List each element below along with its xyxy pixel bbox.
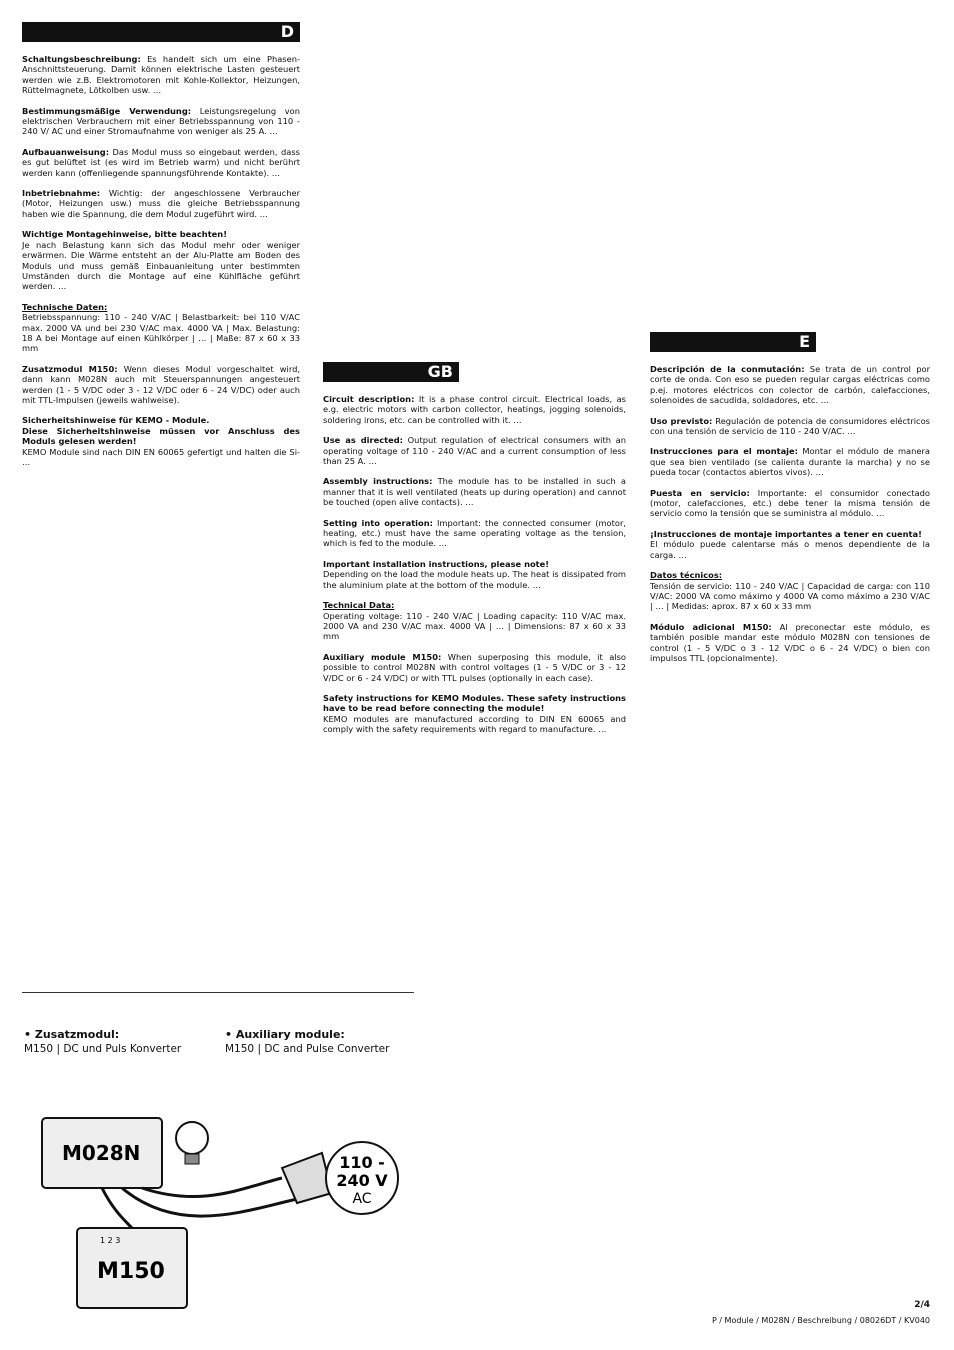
english-column <box>323 22 626 745</box>
plug-icon <box>282 1153 332 1203</box>
de-intended-use: Bestimmungsmäßige Verwendung: Leistungsregelung von elektrischen Verbrauchern mit einer Betriebsspannung von 110 - 240 V/ AC und einer Stromaufnahme von weniger als 25 A. … <box>22 105 300 137</box>
gb-technical-data: Technical Data: Operating voltage: 110 - 240 V/AC | Loading capacity: 110 V/AC max. 2000 VA and 230 V/AC max. 4000 VA | … | Dimensions: 87 x 60 x 33 mm <box>323 600 626 642</box>
de-operation: Inbetriebnahme: Wichtig: der angeschlossene Verbraucher (Motor, Heizungen usw.) muss die gleiche Betriebsspannung haben wie die Spannung, die dem Modul zugeführt wird. … <box>22 188 301 219</box>
document-reference: P / Module / M028N / Beschreibung / 08026DT / KV040 <box>711 1316 930 1325</box>
lang-badge-e: E <box>650 332 816 352</box>
gb-intended-use: Use as directed: Output regulation of electrical consumers with an operating voltage of 110 - 240 V/AC and a current consumption of less than 25 A. … <box>323 435 627 467</box>
section-divider <box>22 992 414 993</box>
de-aux-module: Zusatzmodul M150: Wenn dieses Modul vorgeschaltet wird, dann kann M028N auch mit Steuerspannungen angesteuert werden (1 - 5 V/DC oder 3 - 12 V/DC oder 6 - 24 V/DC) oder auch mit TTL-Impulsen (jeweils wahlweise). <box>22 363 301 405</box>
svg-text:240 V: 240 V <box>336 1171 388 1190</box>
de-mounting-notes: Wichtige Montagehinweise, bitte beachten! Je nach Belastung kann sich das Modul mehr oder weniger erwärmen. Die Wärme entsteht an der Alu-Platte am Boden des Moduls und muss gemäß Einbauanleitung unter bestimmten Umständen durch die Montage auf eine Kühlfläche geführt werden. … <box>22 229 300 292</box>
e-aux-module: Módulo adicional M150: Al preconectar este módulo, es también posible mandar este módulo M028N con tensiones de control (1 - 5 V/DC o 3 - 12 V/DC o 6 - 24 V/DC) o bien con impulsos TTL (opcionalmente). <box>650 621 930 663</box>
de-assembly: Aufbauanweisung: Das Modul muss so eingebaut werden, dass es gut belüftet ist (es wird im Betrieb warm) und nicht berührt werden kann (offenliegende spannungsführende Kontakte). … <box>22 146 300 178</box>
svg-text:M028N: M028N <box>62 1141 141 1165</box>
e-technical-data: Datos técnicos: Tensión de servicio: 110 - 240 V/AC | Capacidad de carga: con 110 V/AC: 2000 VA como máximo y 4000 VA como máximo a 230 V/AC | … | Medidas: aprox. 87 x 60 x 33 mm <box>650 570 930 612</box>
lang-badge-de: D <box>22 22 300 42</box>
de-technical-data: Technische Daten: Betriebsspannung: 110 - 240 V/AC | Belastbarkeit: bei 110 V/AC max. 2000 VA und bei 230 V/AC max. 4000 VA | Max. Belastung: 18 A bei Montage auf einen Kühlkörper | … | Maße: 87 x 60 x 33 mm <box>22 301 300 354</box>
gb-mounting-notes: Important installation instructions, please note! Depending on the load the module heats up. The heat is dissipated from the aluminium plate at the bottom of the module. … <box>323 558 626 590</box>
gb-aux-module: Auxiliary module M150: When superposing this module, it also possible to control M028N with control voltages (1 - 5 V/DC or 3 - 12 V/DC or 6 - 24 V/DC) or with TTL pulses (optionally in each case). <box>323 651 626 683</box>
german-column <box>22 22 300 477</box>
lang-badge-gb: GB <box>323 362 459 382</box>
m028n-module <box>42 1118 162 1188</box>
wiring-diagram <box>22 1098 422 1328</box>
gb-circuit-description: Circuit description: It is a phase control circuit. Electrical loads, as e.g. electric motors with carbon collector, heatings, jogging solenoids, soldering irons, etc. can be controlled with it. … <box>323 394 626 425</box>
de-safety: Sicherheitshinweise für KEMO - Module. Diese Sicherheitshinweise müssen vor Anschluss des Moduls gelesen werden! KEMO Module sind nach DIN EN 60065 gefertigt und halten die Si- … <box>22 415 300 467</box>
e-circuit-description: Descripción de la conmutación: Se trata de un control por corte de onda. Con eso se pueden regular cargas eléctricas como p.ej. motores eléctricos con colector de carbón, calefacciones, solenoides de sacudida, soldadores, etc. … <box>650 364 931 406</box>
voltage-label: 110 - <box>339 1153 385 1172</box>
de-circuit-description: Schaltungsbeschreibung: Es handelt sich um eine Phasen-Anschnittsteuerung. Damit können elektrische Lasten gesteuert werden wie z.B. Elektromotoren mit Kohle-Kollektor, Heizungen, Rüttelmagnete, Lötkolben usw. … <box>22 54 300 96</box>
aux-module-de: • Zusatzmodul: M150 | DC und Puls Konverter <box>24 1028 182 1055</box>
page-number: 2/4 <box>914 1300 930 1310</box>
spanish-column <box>650 22 930 673</box>
e-mounting-notes: ¡Instrucciones de montaje importantes a tener en cuenta! El módulo puede calentarse más o menos dependiente de la carga. … <box>650 528 930 560</box>
aux-module-gb: • Auxiliary module: M150 | DC and Pulse Converter <box>225 1028 390 1055</box>
e-assembly: Instrucciones para el montaje: Montar el módulo de manera que sea bien ventilado (se calienta durante la marcha) y no se pueda tocar (contactos abiertos vivos). … <box>650 446 930 478</box>
e-operation: Puesta en servicio: Importante: el consumidor conectado (motor, calefacciones, etc.) debe tener la misma tensión de servicio como la tensión que se suministra al módulo. … <box>650 487 931 519</box>
svg-text:AC: AC <box>352 1191 372 1207</box>
bulb-icon <box>176 1122 208 1164</box>
e-intended-use: Uso previsto: Regulación de potencia de consumidores eléctricos con una tensión de servicio de 110 - 240 V/AC. … <box>650 415 930 437</box>
gb-assembly: Assembly instructions: The module has to be installed in such a manner that it is well ventilated (heats up during operation) and cannot be touched (open alive contacts). … <box>323 476 626 508</box>
svg-text:1 2 3: 1 2 3 <box>100 1236 121 1245</box>
gb-safety: Safety instructions for KEMO Modules. These safety instructions have to be read before connecting the module! KEMO modules are manufactured according to DIN EN 60065 and comply with the safety requirements with regard to manufacture. … <box>323 692 626 735</box>
gb-operation: Setting into operation: Important: the connected consumer (motor, heating, etc.) must have the same operating voltage as the tension, which is fed to the module. … <box>323 517 626 549</box>
page-footer <box>712 1300 930 1325</box>
m150-module <box>77 1228 187 1308</box>
svg-text:M150: M150 <box>97 1259 165 1284</box>
